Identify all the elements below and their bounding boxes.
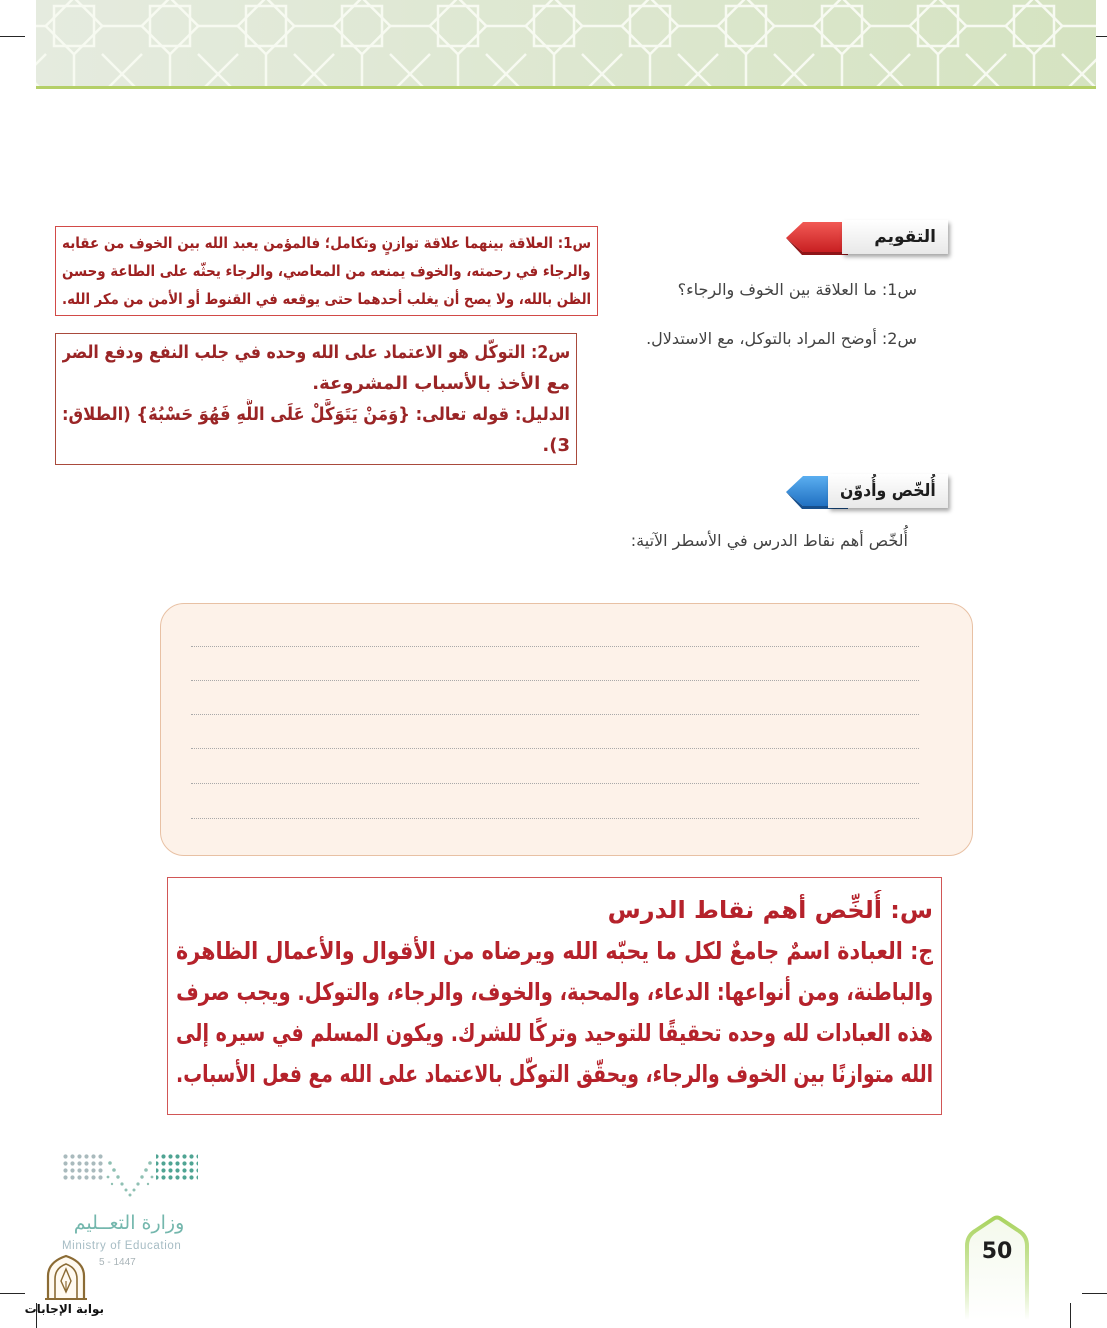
- answer-line: [62, 368, 570, 399]
- answer-text: س2: التوكّل هو الاعتماد على الله وحده في جلب النفع ودفع الضر: [62, 342, 570, 363]
- page-number-badge-icon: [964, 1214, 1030, 1320]
- summary-instruction: أُلخّص أهم نقاط الدرس في الأسطر الآتية:: [630, 531, 908, 550]
- section-tab-summary: [786, 473, 950, 511]
- writing-line: [191, 646, 919, 647]
- writing-line: [191, 748, 919, 749]
- ministry-name-english: Ministry of Education: [62, 1240, 182, 1252]
- header-pattern-icon: [36, 0, 1096, 86]
- answer-text: هذه العبادات لله وحده تحقيقًا للتوحيد وتركًا للشرك. ويكون المسلم في سيره إلى: [176, 1019, 933, 1047]
- answer-text: مع الأخذ بالأسباب المشروعة.: [312, 373, 570, 394]
- section-title-text: التقويم: [874, 227, 936, 247]
- section-title: [842, 220, 948, 254]
- answer-box-summary: [167, 877, 942, 1115]
- writing-line: [191, 680, 919, 681]
- answer-text: الله متوازنًا بين الخوف والرجاء، ويحقّق التوكّل بالاعتماد على الله مع فعل الأسباب.: [176, 1060, 933, 1088]
- answer-text: الظن بالله، ولا يصح أن يغلب أحدهما حتى يوقعه في القنوط أو الأمن من مكر الله.: [62, 290, 591, 308]
- red-arrow-icon: [786, 219, 848, 257]
- answer-line: [62, 257, 591, 285]
- question-2: س2: أوضح المراد بالتوكل، مع الاستدلال.: [646, 329, 917, 348]
- crop-mark: [0, 1293, 25, 1294]
- answer-line: [176, 1054, 933, 1095]
- answer-text: والرجاء في رحمته، والخوف يمنعه من المعاصي، والرجاء يحثّه على الطاعة وحسن: [62, 262, 591, 280]
- section-tab-evaluation: [786, 219, 950, 257]
- watermark-text: بوابة الإجابات: [24, 1302, 104, 1316]
- writing-line: [191, 714, 919, 715]
- answer-text: والباطنة، ومن أنواعها: الدعاء، والمحبة، والخوف، والرجاء، والتوكل. ويجب صرف: [176, 978, 933, 1006]
- edition-year: 5 - 1447: [99, 1257, 136, 1268]
- ministry-name-arabic-text: وزارة التعــليم: [73, 1212, 185, 1234]
- answer-line: [176, 1013, 933, 1054]
- answer-line: [176, 931, 933, 972]
- ministry-name-arabic: [60, 1208, 198, 1238]
- crop-mark: [1070, 1303, 1071, 1328]
- ministry-dots-logo-icon: [62, 1153, 198, 1199]
- section-title: [828, 474, 948, 508]
- answer-line: [62, 229, 591, 257]
- question-1: س1: ما العلاقة بين الخوف والرجاء؟: [677, 280, 917, 299]
- answer-box-1: [55, 226, 598, 316]
- answer-line: [62, 399, 570, 430]
- answer-box-2: [55, 333, 577, 465]
- answer-line: [62, 285, 591, 313]
- section-title-text: أُلخّص وأُدوّن: [840, 481, 936, 501]
- answer-line: [176, 972, 933, 1013]
- page-number: 50: [981, 1239, 1013, 1264]
- answer-line: [62, 430, 570, 461]
- writing-line: [191, 818, 919, 819]
- answer-text: س1: العلاقة بينهما علاقة توازنٍ وتكامل؛ فالمؤمن يعبد الله بين الخوف من عقابه: [62, 234, 591, 252]
- answer-line: [62, 337, 570, 368]
- answer-text: الدليل: قوله تعالى: {وَمَنْ يَتَوَكَّلْ عَلَى اللَّهِ فَهُوَ حَسْبُهُ} (الطلاق:: [62, 404, 570, 425]
- answer-text: ج: العبادة اسمٌ جامعٌ لكل ما يحبّه الله ويرضاه من الأقوال والأعمال الظاهرة: [176, 937, 933, 965]
- notes-box: [160, 603, 973, 856]
- answer-text: س: أُلخِّص أهم نقاط الدرس: [607, 896, 933, 924]
- crop-mark: [1082, 1293, 1107, 1294]
- crop-mark: [0, 36, 25, 37]
- writing-line: [191, 783, 919, 784]
- answer-line: [176, 890, 933, 931]
- header-rule: [36, 86, 1096, 89]
- portal-building-icon: [44, 1254, 88, 1300]
- answer-text: 3).: [542, 435, 570, 456]
